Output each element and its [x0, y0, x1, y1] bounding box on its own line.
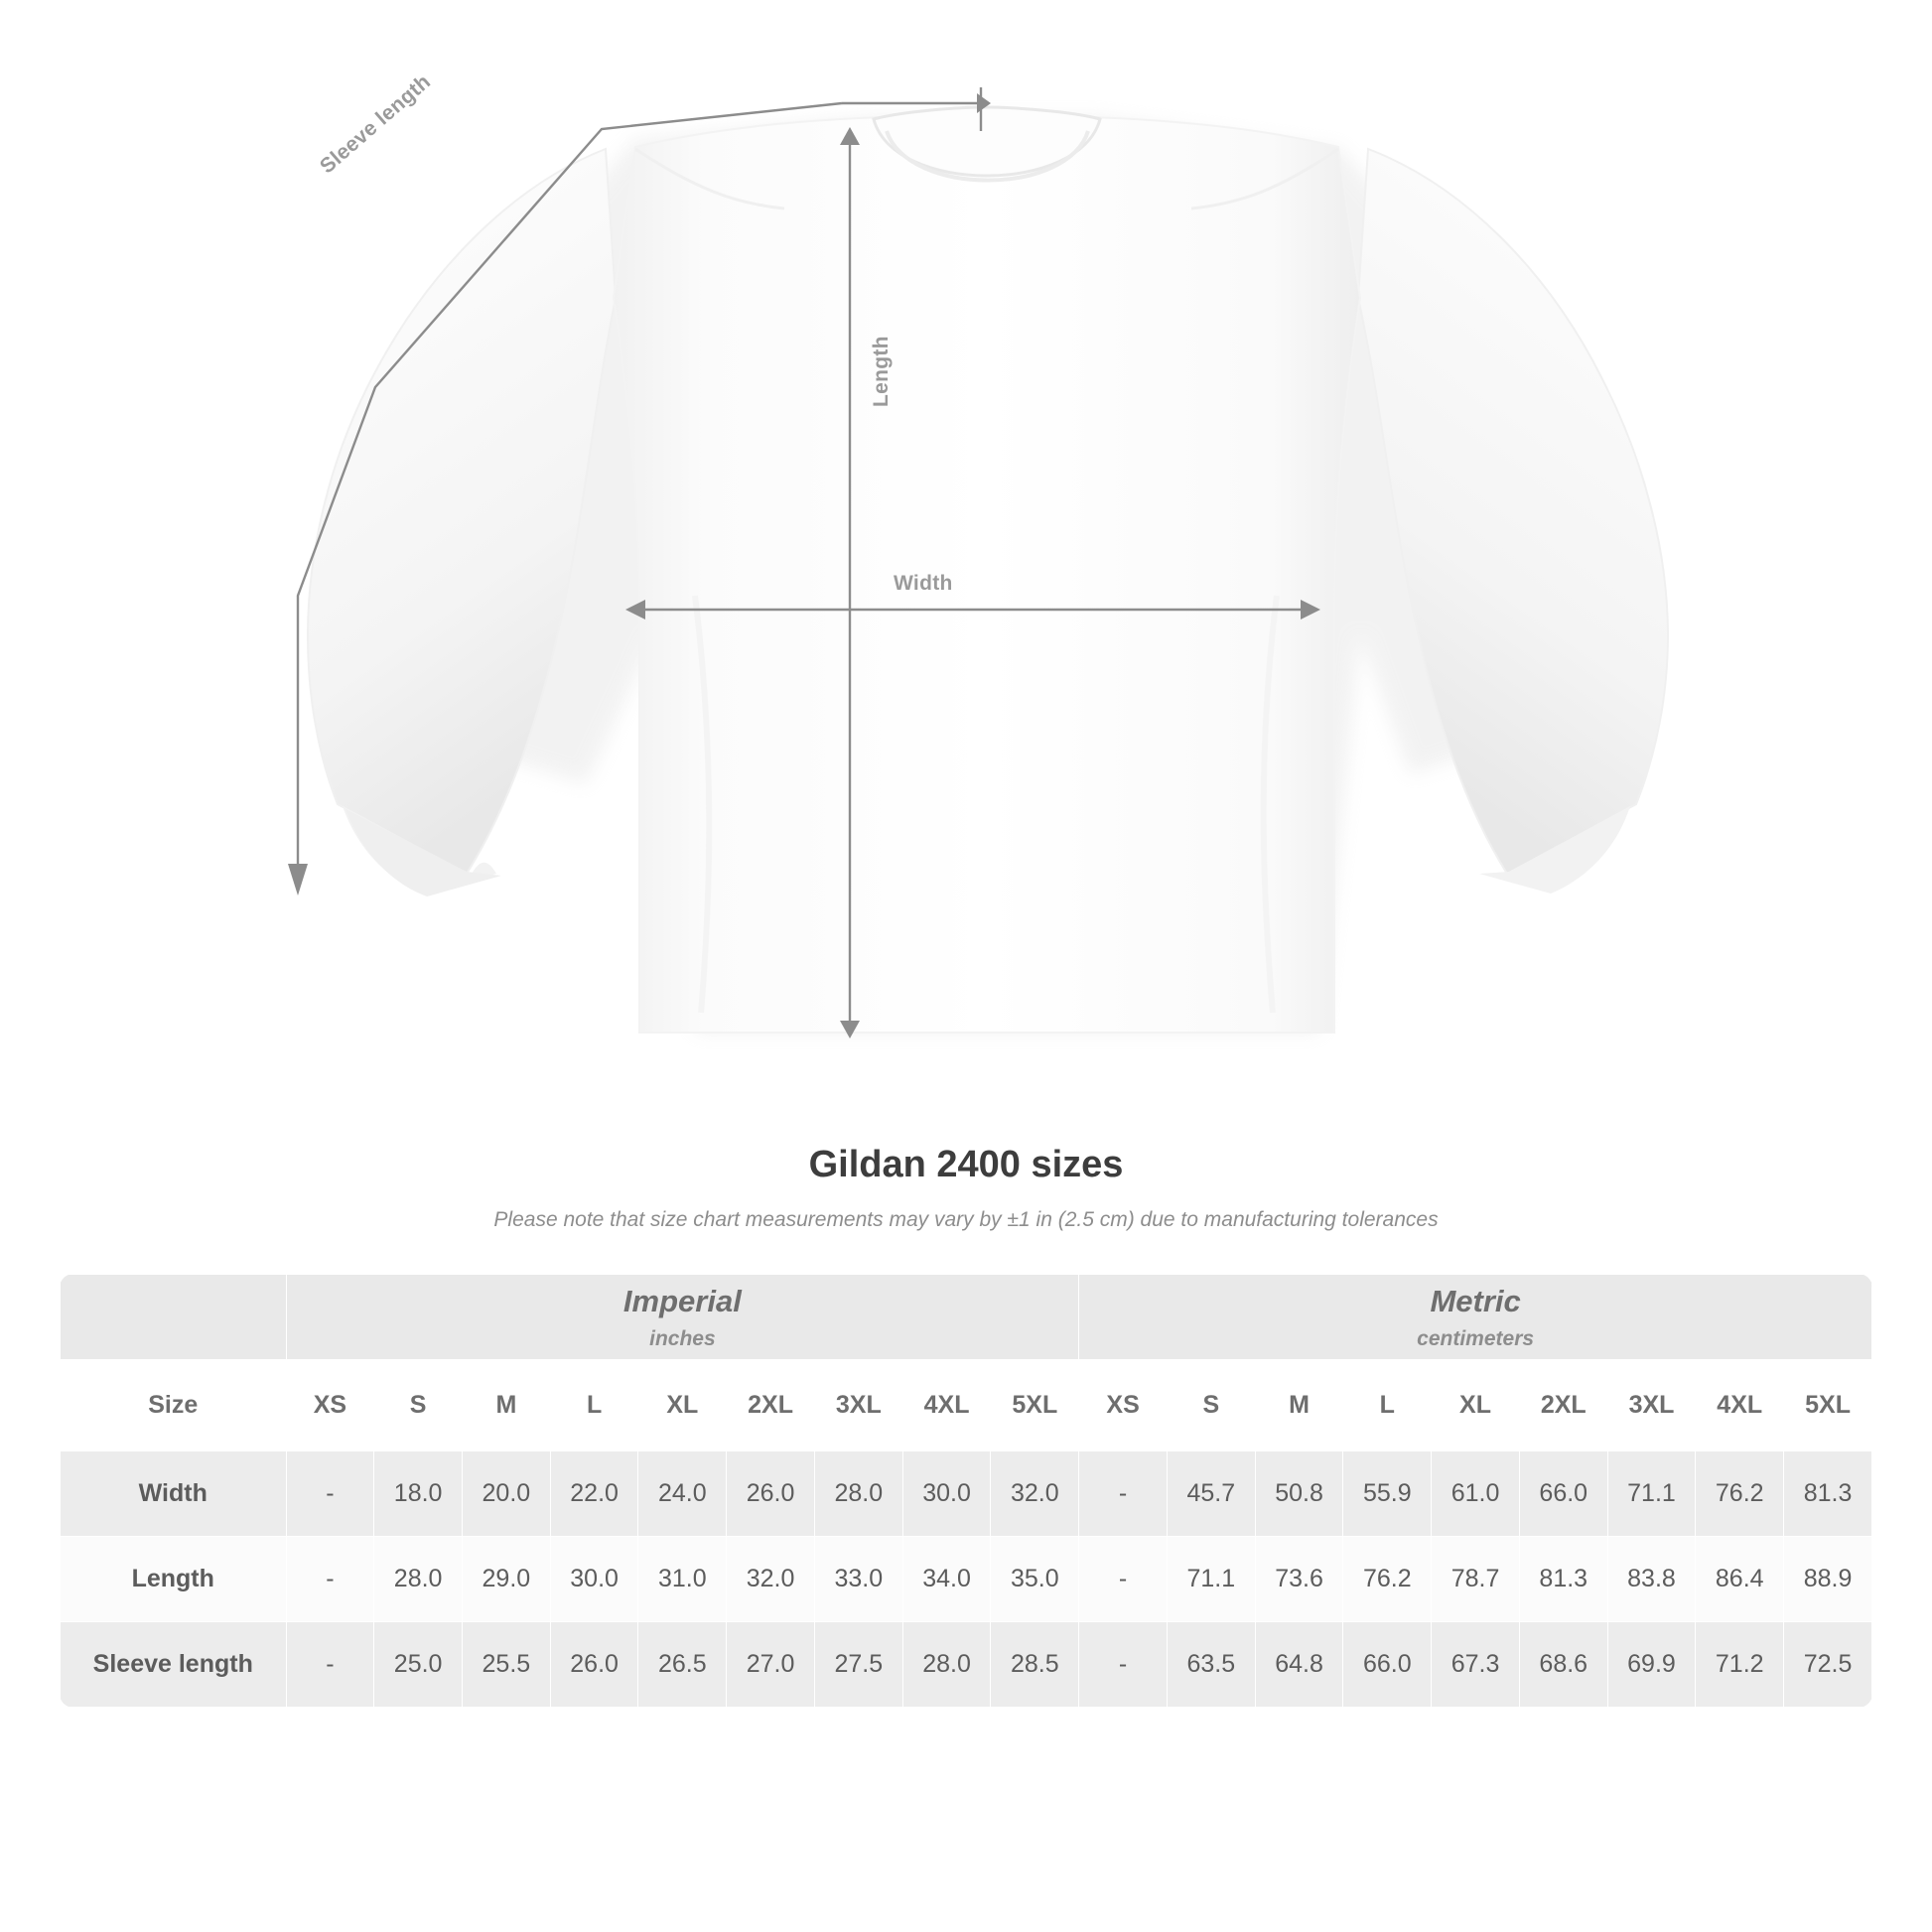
tolerance-note: Please note that size chart measurements may vary by ±1 in (2.5 cm) due to manufacturing tolerances [493, 1208, 1439, 1231]
unit-sub: inches [649, 1326, 716, 1350]
header-size-4xl-metric: 4XL [1696, 1360, 1784, 1451]
cell-sleeve-2xl-in: 27.0 [727, 1622, 815, 1708]
header-size-3xl-imperial: 3XL [814, 1360, 902, 1451]
cell-length-4xl-in: 34.0 [902, 1537, 991, 1622]
cell-width-xs-in: - [286, 1451, 374, 1537]
row-label-length: Length [61, 1537, 287, 1622]
width-label: Width [894, 572, 953, 595]
cell-width-2xl-in: 26.0 [727, 1451, 815, 1537]
corner-cell [61, 1275, 287, 1360]
cell-width-xl-in: 24.0 [638, 1451, 727, 1537]
header-size-l-imperial: L [550, 1360, 638, 1451]
unit-group-metric [1079, 1275, 1872, 1360]
unit-name: Metric [1430, 1283, 1521, 1318]
cell-length-m-in: 29.0 [463, 1537, 551, 1622]
cell-width-m-cm: 50.8 [1255, 1451, 1343, 1537]
unit-sub: centimeters [1417, 1326, 1535, 1350]
header-size-l-metric: L [1343, 1360, 1432, 1451]
cell-sleeve-m-cm: 64.8 [1255, 1622, 1343, 1708]
row-label-sleeve-length: Sleeve length [61, 1622, 287, 1708]
cell-length-s-in: 28.0 [374, 1537, 463, 1622]
row-label-width: Width [61, 1451, 287, 1537]
cell-length-m-cm: 73.6 [1255, 1537, 1343, 1622]
cell-width-2xl-cm: 66.0 [1519, 1451, 1607, 1537]
header-size-s-metric: S [1167, 1360, 1255, 1451]
cell-width-s-cm: 45.7 [1167, 1451, 1255, 1537]
table-row [61, 1537, 1872, 1622]
cell-width-4xl-cm: 76.2 [1696, 1451, 1784, 1537]
cell-width-5xl-cm: 81.3 [1784, 1451, 1872, 1537]
header-size-5xl-metric: 5XL [1784, 1360, 1872, 1451]
header-size-m-metric: M [1255, 1360, 1343, 1451]
table-row [61, 1451, 1872, 1537]
cell-width-4xl-in: 30.0 [902, 1451, 991, 1537]
right-sleeve [1358, 149, 1668, 874]
cell-sleeve-3xl-cm: 69.9 [1607, 1622, 1696, 1708]
cell-length-xl-cm: 78.7 [1432, 1537, 1520, 1622]
unit-group-imperial [286, 1275, 1079, 1360]
size-header-row [61, 1360, 1872, 1451]
size-chart-table [60, 1274, 1872, 1708]
cell-length-3xl-cm: 83.8 [1607, 1537, 1696, 1622]
cell-sleeve-xl-cm: 67.3 [1432, 1622, 1520, 1708]
cell-sleeve-s-in: 25.0 [374, 1622, 463, 1708]
cell-length-xs-cm: - [1079, 1537, 1168, 1622]
cell-sleeve-5xl-cm: 72.5 [1784, 1622, 1872, 1708]
unit-name: Imperial [622, 1283, 742, 1318]
cell-sleeve-xs-cm: - [1079, 1622, 1168, 1708]
cell-width-l-cm: 55.9 [1343, 1451, 1432, 1537]
cell-length-xl-in: 31.0 [638, 1537, 727, 1622]
header-size-xl-metric: XL [1432, 1360, 1520, 1451]
cell-length-s-cm: 71.1 [1167, 1537, 1255, 1622]
cell-length-2xl-cm: 81.3 [1519, 1537, 1607, 1622]
cell-length-l-cm: 76.2 [1343, 1537, 1432, 1622]
header-size-3xl-metric: 3XL [1607, 1360, 1696, 1451]
cell-sleeve-m-in: 25.5 [463, 1622, 551, 1708]
header-size-xs-imperial: XS [286, 1360, 374, 1451]
sleeve-length-label: Sleeve length [316, 69, 436, 179]
cell-length-5xl-cm: 88.9 [1784, 1537, 1872, 1622]
header-size-4xl-imperial: 4XL [902, 1360, 991, 1451]
cell-length-3xl-in: 33.0 [814, 1537, 902, 1622]
cell-sleeve-2xl-cm: 68.6 [1519, 1622, 1607, 1708]
unit-header-row [61, 1275, 1872, 1360]
cell-width-3xl-cm: 71.1 [1607, 1451, 1696, 1537]
cell-width-s-in: 18.0 [374, 1451, 463, 1537]
header-size-xs-metric: XS [1079, 1360, 1168, 1451]
cell-sleeve-4xl-cm: 71.2 [1696, 1622, 1784, 1708]
cell-length-xs-in: - [286, 1537, 374, 1622]
cell-sleeve-5xl-in: 28.5 [991, 1622, 1079, 1708]
header-size: Size [61, 1360, 287, 1451]
cell-width-3xl-in: 28.0 [814, 1451, 902, 1537]
cell-length-5xl-in: 35.0 [991, 1537, 1079, 1622]
cell-sleeve-l-cm: 66.0 [1343, 1622, 1432, 1708]
title-block [0, 1144, 1932, 1232]
cell-sleeve-l-in: 26.0 [550, 1622, 638, 1708]
cell-length-4xl-cm: 86.4 [1696, 1537, 1784, 1622]
cell-width-5xl-in: 32.0 [991, 1451, 1079, 1537]
cell-width-l-in: 22.0 [550, 1451, 638, 1537]
length-label: Length [870, 336, 893, 407]
size-chart-table-wrap [60, 1274, 1872, 1708]
cell-width-m-in: 20.0 [463, 1451, 551, 1537]
header-size-xl-imperial: XL [638, 1360, 727, 1451]
shirt-body [614, 115, 1360, 1033]
cell-sleeve-xl-in: 26.5 [638, 1622, 727, 1708]
cell-length-2xl-in: 32.0 [727, 1537, 815, 1622]
header-size-5xl-imperial: 5XL [991, 1360, 1079, 1451]
table-row [61, 1622, 1872, 1708]
header-size-m-imperial: M [463, 1360, 551, 1451]
cell-sleeve-4xl-in: 28.0 [902, 1622, 991, 1708]
cell-sleeve-s-cm: 63.5 [1167, 1622, 1255, 1708]
cell-length-l-in: 30.0 [550, 1537, 638, 1622]
page-title: Gildan 2400 sizes [808, 1144, 1124, 1185]
cell-sleeve-xs-in: - [286, 1622, 374, 1708]
cell-sleeve-3xl-in: 27.5 [814, 1622, 902, 1708]
header-size-2xl-metric: 2XL [1519, 1360, 1607, 1451]
cell-width-xs-cm: - [1079, 1451, 1168, 1537]
header-size-s-imperial: S [374, 1360, 463, 1451]
cell-width-xl-cm: 61.0 [1432, 1451, 1520, 1537]
header-size-2xl-imperial: 2XL [727, 1360, 815, 1451]
